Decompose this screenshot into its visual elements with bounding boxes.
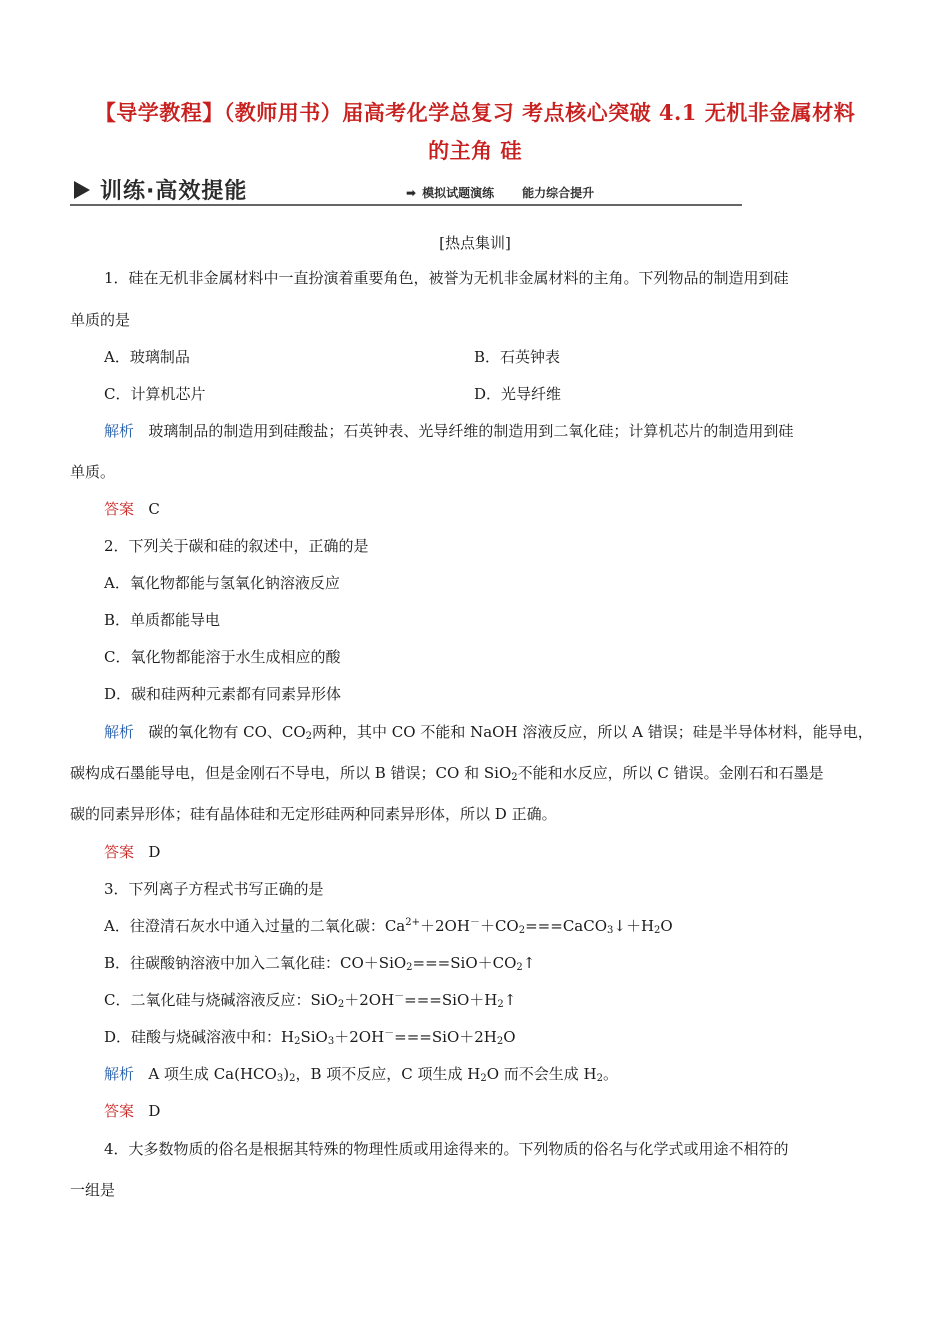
analysis-text: A 项生成 Ca(HCO: [148, 1065, 277, 1083]
eq-text: ↑: [522, 954, 536, 972]
superscript: －: [394, 991, 405, 1002]
section-banner: [70, 172, 742, 208]
banner-sub-1: 模拟试题演练: [422, 186, 495, 200]
eq-text: ===CaCO: [525, 917, 608, 935]
q2-option-a: A．氧化物都能与氢氧化钠溶液反应: [104, 574, 340, 592]
banner-title: 训练·高效提能: [100, 179, 248, 204]
subscript: 3: [607, 925, 614, 936]
banner-rule: [70, 204, 742, 206]
q1-option-c: C．计算机芯片: [104, 385, 206, 403]
q2-answer-label: 答案: [104, 843, 135, 861]
q1-option-a: A．玻璃制品: [104, 348, 190, 366]
superscript: 2+: [405, 917, 421, 928]
eq-text: B．往碳酸钠溶液中加入二氧化硅：CO＋SiO: [104, 954, 407, 972]
superscript: －: [469, 917, 480, 928]
q2-stem: 2．下列关于碳和硅的叙述中，正确的是: [104, 537, 369, 555]
q2-analysis-text: 两种，其中 CO 不能和 NaOH 溶液反应，所以 A 错误；硅是半导体材料，能导电，: [312, 723, 873, 741]
subscript: 2: [654, 925, 661, 936]
title-line-2: 的主角 硅: [428, 138, 522, 163]
eq-text: ＋2OH: [420, 917, 470, 935]
subscript: 3: [327, 1036, 335, 1047]
q3-option-b: [104, 953, 535, 973]
analysis-text: ，B 项不反应，C 项生成 H: [295, 1065, 481, 1083]
q1-analysis-line-2: 单质。: [70, 463, 116, 481]
q3-answer: [104, 1101, 160, 1121]
banner-subtitle: [406, 184, 594, 201]
q1-answer: [104, 499, 160, 519]
q2-answer-value: D: [148, 843, 161, 861]
eq-text: ＋CO: [479, 917, 519, 935]
q2-analysis-line-3: 碳的同素异形体；硅有晶体硅和无定形硅两种同素异形体，所以 D 正确。: [70, 805, 557, 823]
eq-text: D．硅酸与烧碱溶液中和：H: [104, 1028, 295, 1046]
q4-stem-line-2: 一组是: [70, 1181, 116, 1199]
play-triangle-icon: [74, 181, 90, 199]
document-title: [60, 94, 890, 170]
analysis-text: ): [283, 1065, 290, 1083]
subscript: 2: [337, 999, 345, 1010]
subscript: 2: [518, 925, 526, 936]
subscript: 2: [294, 1036, 301, 1047]
q1-option-b: B．石英钟表: [474, 348, 561, 366]
eq-text: ===SiO＋H: [404, 991, 498, 1009]
eq-text: O: [503, 1028, 516, 1046]
eq-text: ↑: [503, 991, 517, 1009]
q1-answer-value: C: [148, 500, 160, 518]
analysis-text: O 而不会生成 H: [486, 1065, 597, 1083]
eq-text: ↓＋H: [613, 917, 655, 935]
subscript: 2: [305, 731, 313, 742]
q3-stem: 3．下列离子方程式书写正确的是: [104, 880, 324, 898]
q3-option-a: [104, 916, 673, 936]
eq-text: ===SiO＋2H: [394, 1028, 497, 1046]
q2-analysis-text: 不能和水反应，所以 C 错误。金刚石和石墨是: [517, 764, 824, 782]
q3-option-d: [104, 1027, 516, 1047]
subscript: 2: [289, 1073, 296, 1084]
q3-answer-label: 答案: [104, 1102, 135, 1120]
q2-option-d: D．碳和硅两种元素都有同素异形体: [104, 685, 342, 703]
eq-text: A．往澄清石灰水中通入过量的二氧化碳：Ca: [104, 917, 406, 935]
eq-text: C．二氧化硅与烧碱溶液反应：SiO: [104, 991, 338, 1009]
q3-answer-value: D: [148, 1102, 161, 1120]
q3-option-c: [104, 990, 516, 1010]
q2-analysis-text: 碳的氧化物有 CO、CO: [148, 723, 306, 741]
q2-option-b: B．单质都能导电: [104, 611, 221, 629]
eq-text: SiO: [300, 1028, 328, 1046]
subscript: 2: [497, 999, 504, 1010]
subscript: 2: [406, 962, 413, 973]
q2-analysis-line-2: [70, 763, 824, 783]
q1-answer-label: 答案: [104, 500, 135, 518]
q1-stem-line-2: 单质的是: [70, 311, 131, 329]
q2-analysis-text: 碳构成石墨能导电，但是金刚石不导电，所以 B 错误；CO 和 SiO: [70, 764, 512, 782]
q4-stem-line-1: 4．大多数物质的俗名是根据其特殊的物理性质或用途得来的。下列物质的俗名与化学式或用途不相符的: [104, 1140, 789, 1158]
q3-analysis: [104, 1064, 618, 1084]
q1-analysis-line-1: [104, 421, 793, 441]
q1-analysis-text: 玻璃制品的制造用到硅酸盐；石英钟表、光导纤维的制造用到二氧化硅；计算机芯片的制造用到硅: [148, 422, 794, 440]
q2-analysis-line-1: [104, 722, 873, 742]
subscript: 2: [596, 1073, 603, 1084]
eq-text: O: [660, 917, 673, 935]
eq-text: ＋2OH: [334, 1028, 385, 1046]
title-line-1: 【导学教程】（教师用书）届高考化学总复习 考点核心突破 4.1 无机非金属材料: [94, 100, 856, 125]
arrow-right-icon: ➡: [406, 186, 417, 200]
analysis-text: 。: [603, 1065, 619, 1083]
subscript: 3: [276, 1073, 284, 1084]
eq-text: ＋2OH: [344, 991, 395, 1009]
banner-sub-2: 能力综合提升: [522, 186, 595, 200]
q2-answer: [104, 842, 160, 862]
subscript: 2: [496, 1036, 504, 1047]
section-heading: [热点集训]: [439, 234, 511, 252]
q2-option-c: C．氧化物都能溶于水生成相应的酸: [104, 648, 341, 666]
q1-option-d: D．光导纤维: [474, 385, 562, 403]
subscript: 2: [511, 772, 518, 783]
q3-analysis-label: 解析: [104, 1065, 135, 1083]
q1-stem-line-1: 1．硅在无机非金属材料中一直扮演着重要角色，被誉为无机非金属材料的主角。下列物品的制造用到硅: [104, 269, 789, 287]
superscript: －: [384, 1028, 395, 1039]
q1-analysis-label: 解析: [104, 422, 135, 440]
subscript: 2: [480, 1073, 487, 1084]
eq-text: ===SiO＋CO: [412, 954, 517, 972]
subscript: 2: [516, 962, 523, 973]
q2-analysis-label: 解析: [104, 723, 135, 741]
